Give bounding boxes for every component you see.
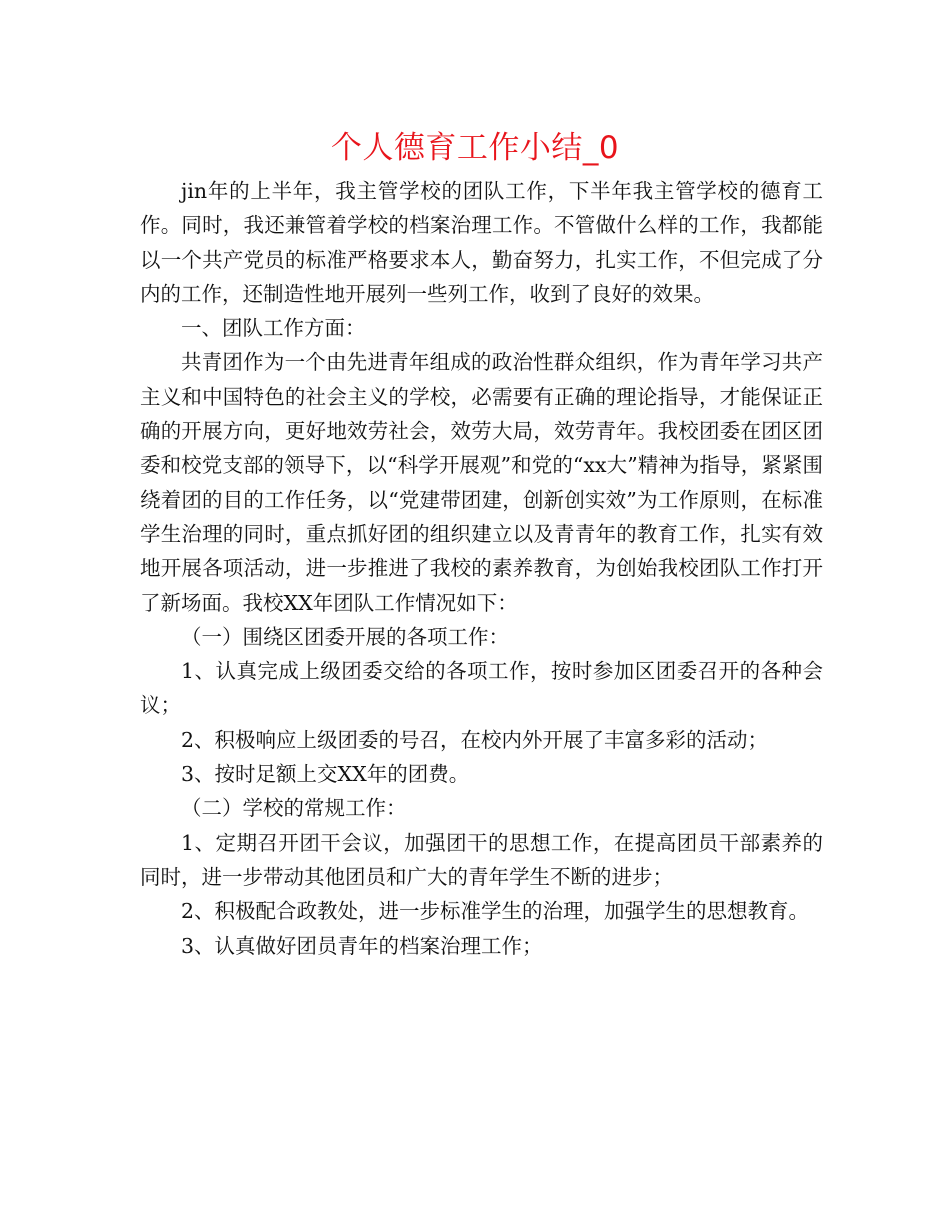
paragraph-intro: jin年的上半年，我主管学校的团队工作，下半年我主管学校的德育工作。同时，我还兼管着学校的档案治理工作。不管做什么样的工作，我都能以一个共产党员的标准严格要求本人，勤奋努力，扎实工作，不但完成了分内的工作，还制造性地开展列一些列工作，收到了良好的效果。 bbox=[140, 179, 823, 306]
list-item: 2、积极响应上级团委的号召，在校内外开展了丰富多彩的活动； bbox=[181, 727, 769, 752]
subsection-heading-routine-work: （二）学校的常规工作： bbox=[181, 796, 407, 821]
list-item: 3、认真做好团员青年的档案治理工作； bbox=[181, 933, 543, 958]
list-item: 2、积极配合政教处，进一步标准学生的治理，加强学生的思想教育。 bbox=[181, 899, 810, 924]
list-item: 1、定期召开团干会议，加强团干的思想工作，在提高团员干部素养的同时，进一步带动其他团员和广大的青年学生不断的进步； bbox=[140, 830, 823, 889]
document-body bbox=[140, 174, 823, 963]
paragraph-league-overview: 共青团作为一个由先进青年组成的政治性群众组织，作为青年学习共产主义和中国特色的社会主义的学校，必需要有正确的理论指导，才能保证正确的开展方向，更好地效劳社会，效劳大局，效劳青年。我校团委在团区团委和校党支部的领导下，以“科学开展观”和党的“xx大”精神为指导，紧紧围绕着团的目的工作任务，以“党建带团建，创新创实效”为工作原则，在标准学生治理的同时，重点抓好团的组织建立以及青青年的教育工作，扎实有效地开展各项活动，进一步推进了我校的素养教育，为创始我校团队工作打开了新场面。我校XX年团队工作情况如下： bbox=[140, 350, 823, 615]
document-title: 个人德育工作小结_0 bbox=[330, 130, 620, 166]
section-heading-team-work: 一、团队工作方面： bbox=[181, 316, 366, 341]
subsection-heading-district-work: （一）围绕区团委开展的各项工作： bbox=[181, 624, 509, 649]
list-item: 1、认真完成上级团委交给的各项工作，按时参加区团委召开的各种会议； bbox=[140, 659, 823, 718]
list-item: 3、按时足额上交XX年的团费。 bbox=[181, 762, 470, 787]
